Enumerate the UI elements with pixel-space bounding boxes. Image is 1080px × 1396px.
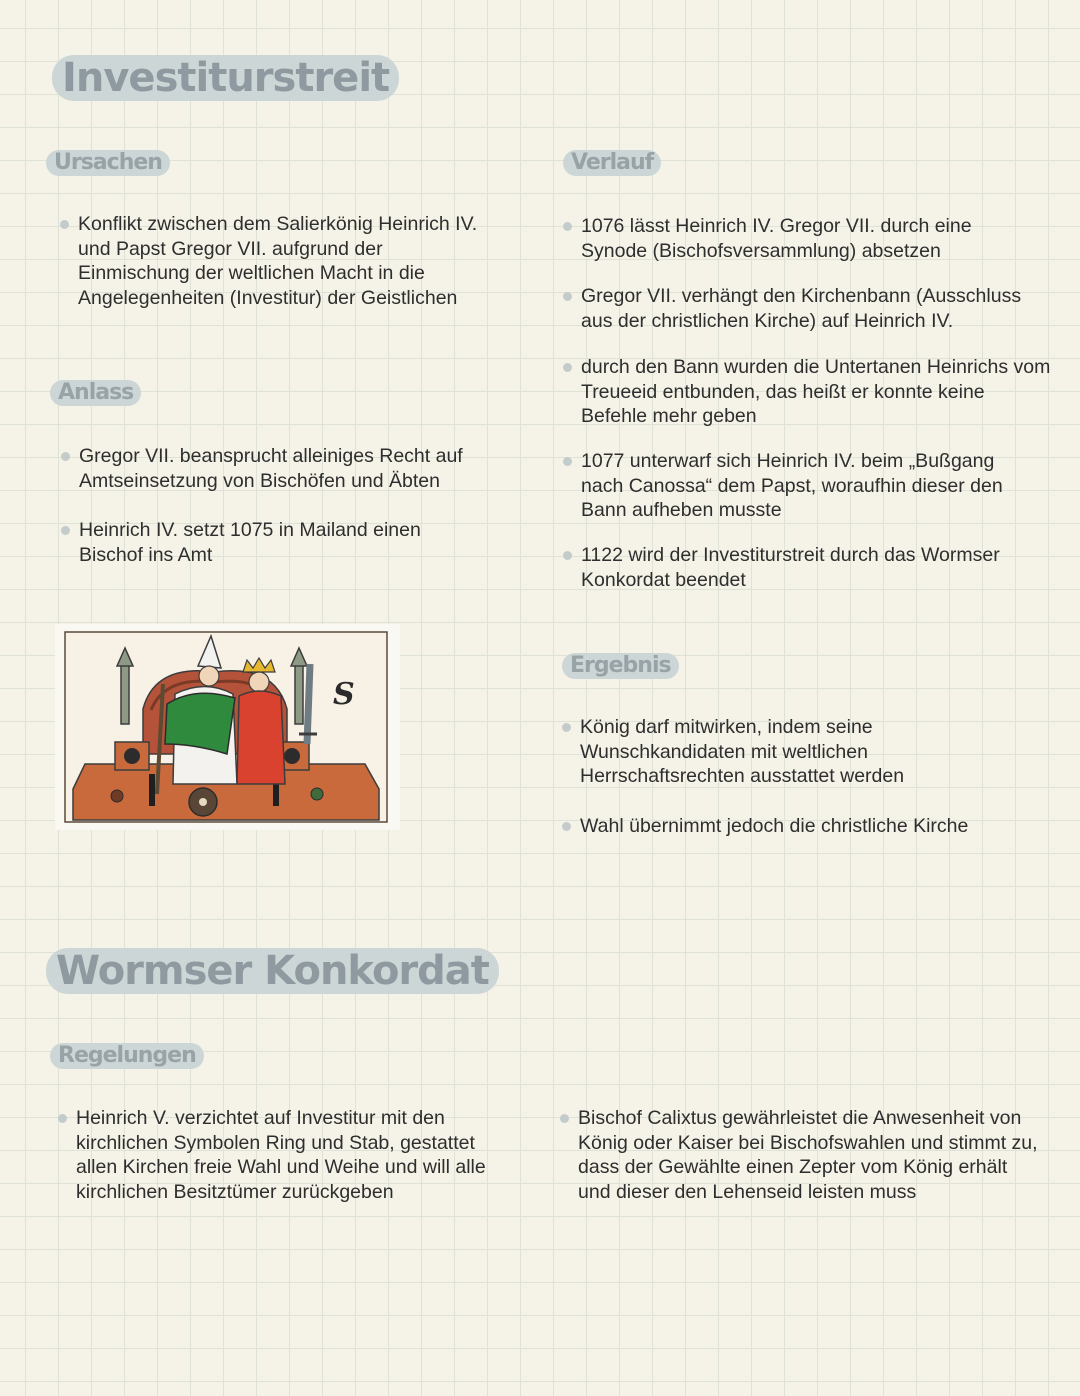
list-item: Wahl übernimmt jedoch die christliche Kirche (562, 814, 1060, 839)
list-item: König darf mitwirken, indem seine Wunschkandidaten mit weltlichen Herrschaftsrechten ausstattet werden (562, 715, 960, 789)
list-item: Gregor VII. verhängt den Kirchenbann (Ausschluss aus der christlichen Kirche) auf Heinrich IV. (563, 284, 1049, 333)
heading-anlass: Anlass (50, 380, 141, 406)
list-item: Konflikt zwischen dem Salierkönig Heinrich IV. und Papst Gregor VII. aufgrund der Einmischung der weltlichen Macht in die Angelegenheiten (Investitur) der Geistlichen (60, 212, 498, 310)
list-item: Heinrich IV. setzt 1075 in Mailand einen Bischof ins Amt (61, 518, 479, 567)
section-title-wormser-konkordat: Wormser Konkordat (46, 948, 499, 994)
illustration-letter: S (333, 677, 355, 712)
list-item: 1077 unterwarf sich Heinrich IV. beim „Bußgang nach Canossa“ dem Papst, woraufhin dieser den Bann aufheben musste (563, 449, 1041, 523)
list-item: 1122 wird der Investiturstreit durch das Wormser Konkordat beendet (563, 543, 1041, 592)
canossa-illustration (55, 624, 400, 830)
list-item: Gregor VII. beansprucht alleiniges Recht auf Amtseinsetzung von Bischöfen und Äbten (61, 444, 509, 493)
heading-regelungen: Regelungen (50, 1043, 204, 1069)
list-item: Bischof Calixtus gewährleistet die Anwesenheit von König oder Kaiser bei Bischofswahlen und stimmt zu, dass der Gewählte einen Zepter vom König erhält und dieser den Lehenseid leisten muss (560, 1106, 1038, 1204)
heading-ergebnis: Ergebnis (562, 653, 679, 679)
list-item: durch den Bann wurden die Untertanen Heinrichs vom Treueeid entbunden, das heißt er konnte keine Befehle mehr geben (563, 355, 1051, 429)
heading-verlauf: Verlauf (563, 150, 661, 176)
page-title: Investiturstreit (52, 55, 399, 101)
heading-ursachen: Ursachen (46, 150, 170, 176)
list-item: Heinrich V. verzichtet auf Investitur mit den kirchlichen Symbolen Ring und Stab, gestattet allen Kirchen freie Wahl und Weihe und will alle kirchlichen Besitztümer zurückgeben (58, 1106, 496, 1204)
list-item: 1076 lässt Heinrich IV. Gregor VII. durch eine Synode (Bischofsversammlung) absetzen (563, 214, 1001, 263)
